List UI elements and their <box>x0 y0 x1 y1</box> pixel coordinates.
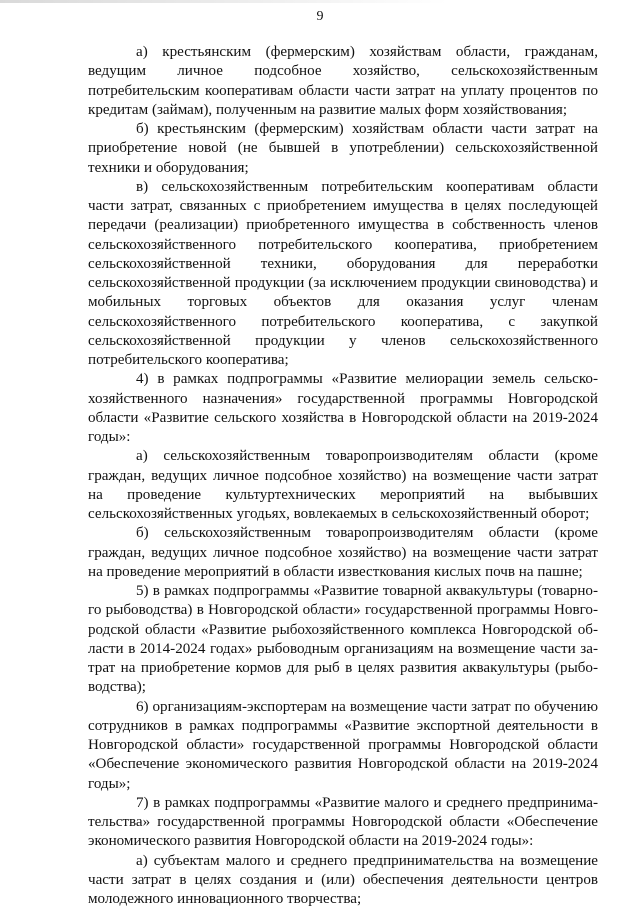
paragraph-5-aquaculture: 5) в рамках подпрограммы «Развитие товарной аквакультуры (товарного рыбоводства) в Новгородской области» государственной программы Новгородской области «Развитие рыбохозяйственного комплекса Новгородской области в 2014-2024 годах» рыбоводным организациям на возмещение части затрат на приобретение кормов для рыб в целях развития аквакультуры (рыбоводства); <box>88 582 598 698</box>
paragraph-2c-cooperatives: в) сельскохозяйственным потребительским кооперативам области части затрат, связанных с приобретением имущества в целях последующей передачи (реализации) приобретенного имущества в собственность членов сельскохозяйственного потребительского кооператива, приобретением сельскохозяйственной техники, оборудования для переработки сельскохозяйственной продукции (за исключением продукции свиноводства) и мобильных торговых объектов для оказания услуг членам сельскохозяйственного потребительского кооператива, с закупкой сельскохозяйственной продукции у членов сельскохозяйственного потребительского кооператива; <box>88 178 598 371</box>
paragraph-6-exporters: 6) организациям-экспортерам на возмещение части затрат по обучению сотрудников в рамках подпрограммы «Развитие экспортной деятельности в Новгородской области» государственной программы Новгородской области «Обеспечение экономического развития Новгородской области на 2019-2024 годы»; <box>88 698 598 794</box>
paragraph-4b-liming: б) сельскохозяйственным товаропроизводителям области (кроме граждан, ведущих личное подсобное хозяйство) на возмещение части затрат на проведение мероприятий в области известкования кислых почв на пашне; <box>88 524 598 582</box>
document-body <box>88 43 598 909</box>
paragraph-4a-cultural-technical: а) сельскохозяйственным товаропроизводителям области (кроме граждан, ведущих личное подсобное хозяйство) на возмещение части затрат на проведение культуртехнических мероприятий на выбывших сельскохозяйственных угодьях, вовлекаемых в сельскохозяйственный оборот; <box>88 447 598 524</box>
paragraph-7a-youth-centers: а) субъектам малого и среднего предпринимательства на возмещение части затрат в целях создания и (или) обеспечения деятельности центров молодежного инновационного творчества; <box>88 852 598 909</box>
page-number: 9 <box>0 8 640 26</box>
paragraph-4-melioration: 4) в рамках подпрограммы «Развитие мелиорации земель сельскохозяйственного назначения» государственной программы Новгородской области «Развитие сельского хозяйства в Новгородской области на 2019-2024 годы»: <box>88 370 598 447</box>
paragraph-2a-farm-loan-interest: а) крестьянским (фермерским) хозяйствам области, гражданам, ведущим личное подсобное хозяйство, сельскохозяйственным потребительским кооперативам области части затрат на уплату процентов по кредитам (займам), полученным на развитие малых форм хозяйствования; <box>88 43 598 120</box>
scan-top-edge <box>0 0 640 3</box>
paragraph-2b-farm-equipment: б) крестьянским (фермерским) хозяйствам области части затрат на приобретение новой (не бывшей в употреблении) сельскохозяйственной техники и оборудования; <box>88 120 598 178</box>
paragraph-7-small-business: 7) в рамках подпрограммы «Развитие малого и среднего предпринимательства» государственной программы Новгородской области «Обеспечение экономического развития Новгородской области на 2019-2024 годы»: <box>88 794 598 852</box>
